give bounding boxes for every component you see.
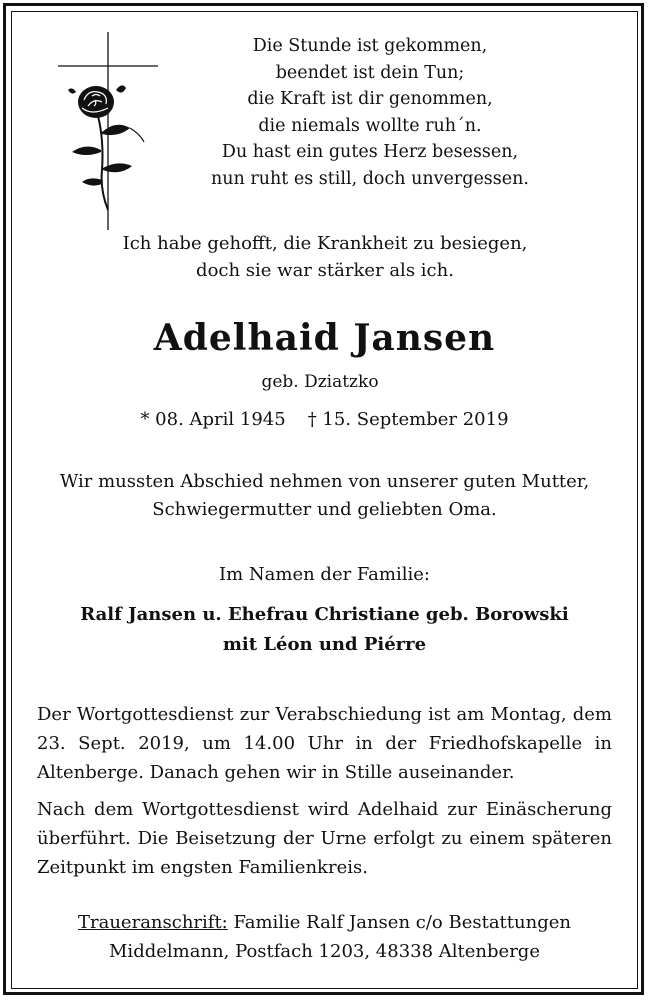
death-date: † 15. September 2019: [307, 409, 509, 430]
family-line: mit Léon und Piérre: [222, 634, 427, 655]
service-paragraph: Der Wortgottesdienst zur Verabschiedung ist am Montag, dem 23. Sept. 2019, um 14.00 Uhr in der Friedhofskapelle in Altenberge. Danach gehen wir in Stille auseinander.: [37, 704, 612, 783]
poem-line: Du hast ein gutes Herz besessen,: [221, 142, 519, 162]
birth-name: geb. Dziatzko: [261, 372, 379, 392]
address-line1: Familie Ralf Jansen c/o Bestattungen: [227, 912, 571, 933]
birth-date: * 08. April 1945: [140, 409, 286, 430]
family-line: Ralf Jansen u. Ehefrau Christiane geb. Borowski: [80, 604, 569, 625]
service-info: [37, 700, 612, 890]
farewell-text: [20, 468, 629, 524]
poem: [205, 33, 535, 192]
intro-line: Ich habe gehofft, die Krankheit zu besiegen,: [122, 233, 528, 254]
poem-line: die Kraft ist dir genommen,: [247, 89, 493, 109]
deceased-name: Adelhaid Jansen: [153, 317, 496, 359]
poem-line: die niemals wollte ruh´n.: [258, 115, 482, 136]
life-dates: [0, 408, 649, 432]
poem-line: beendet ist dein Tun;: [275, 62, 465, 83]
family-names: [0, 600, 649, 660]
intro-quote: [60, 230, 590, 284]
address-line2: Middelmann, Postfach 1203, 48338 Altenberge: [109, 941, 540, 962]
family-intro: Im Namen der Familie:: [219, 564, 430, 585]
cross-with-rose-icon: [58, 30, 158, 230]
mourning-address: [20, 908, 629, 966]
intro-line: doch sie war stärker als ich.: [196, 260, 454, 281]
address-label: Traueranschrift:: [78, 912, 228, 933]
poem-line: nun ruht es still, doch unvergessen.: [211, 168, 529, 189]
farewell-line: Schwiegermutter und geliebten Oma.: [152, 499, 497, 520]
service-paragraph: Nach dem Wortgottesdienst wird Adelhaid zur Einäscherung überführt. Die Beisetzung der Urne erfolgt zu einem späteren Zeitpunkt im engsten Familienkreis.: [37, 799, 612, 878]
farewell-line: Wir mussten Abschied nehmen von unserer guten Mutter,: [59, 471, 590, 492]
poem-line: Die Stunde ist gekommen,: [252, 36, 488, 56]
address-line: [20, 908, 629, 937]
